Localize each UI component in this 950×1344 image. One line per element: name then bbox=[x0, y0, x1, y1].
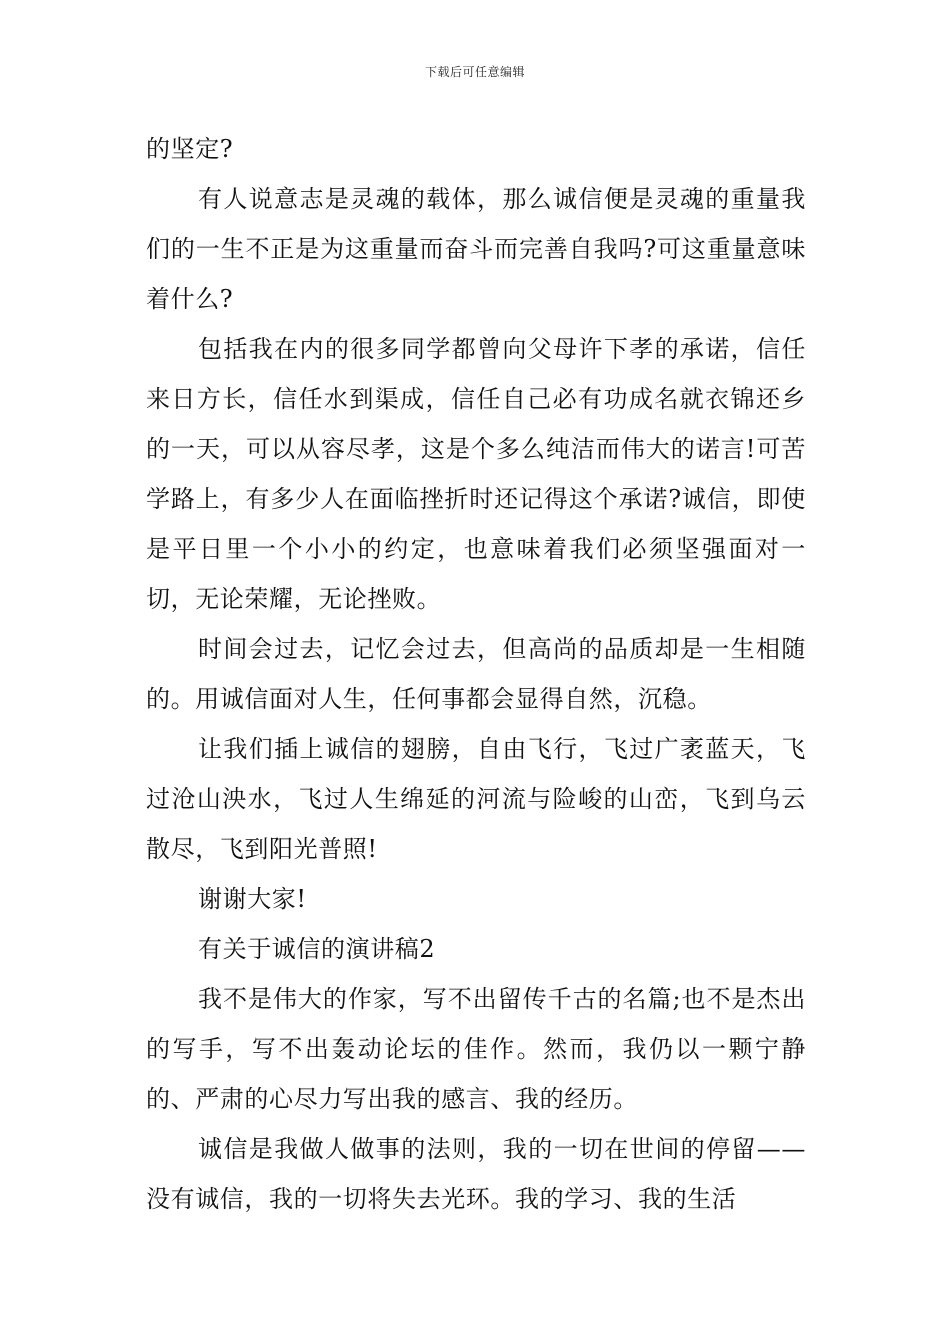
document-body bbox=[146, 124, 806, 1224]
section-title: 有关于诚信的演讲稿2 bbox=[198, 935, 436, 963]
paragraph-6: 我不是伟大的作家，写不出留传千古的名篇;也不是杰出的写手，写不出轰动论坛的佳作。然而，我仍以一颗宁静的、严肃的心尽力写出我的感言、我的经历。 bbox=[146, 985, 806, 1113]
closing-thanks: 谢谢大家! bbox=[198, 885, 307, 913]
paragraph-7: 诚信是我做人做事的法则，我的一切在世间的停留——没有诚信，我的一切将失去光环。我的学习、我的生活 bbox=[146, 1135, 806, 1213]
page-header: 下载后可任意编辑 bbox=[424, 65, 525, 79]
paragraph-1: 的坚定? bbox=[146, 135, 234, 163]
paragraph-4: 时间会过去，记忆会过去，但高尚的品质却是一生相随的。用诚信面对人生，任何事都会显得自然，沉稳。 bbox=[146, 635, 806, 713]
paragraph-3: 包括我在内的很多同学都曾向父母许下孝的承诺，信任来日方长，信任水到渠成，信任自己必有功成名就衣锦还乡的一天，可以从容尽孝，这是个多么纯洁而伟大的诺言!可苦学路上，有多少人在面临挫折时还记得这个承诺?诚信，即使是平日里一个小小的约定，也意味着我们必须坚强面对一切，无论荣耀，无论挫败。 bbox=[146, 335, 806, 613]
paragraph-5: 让我们插上诚信的翅膀，自由飞行，飞过广袤蓝天，飞过沧山泱水，飞过人生绵延的河流与险峻的山峦，飞到乌云散尽，飞到阳光普照! bbox=[146, 735, 806, 863]
paragraph-2: 有人说意志是灵魂的载体，那么诚信便是灵魂的重量我们的一生不正是为这重量而奋斗而完善自我吗?可这重量意味着什么? bbox=[146, 185, 806, 313]
